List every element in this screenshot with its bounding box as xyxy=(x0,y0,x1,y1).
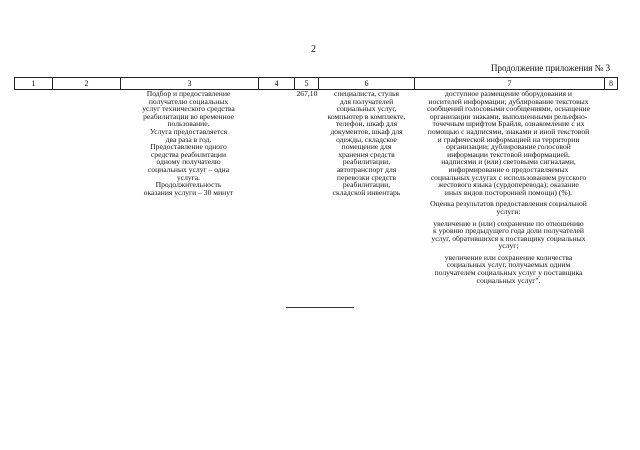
evaluation-item-share: увеличение и (или) сохранение по отношению к уровню предыдущего года доли получателей услуг, обратившихся к поставщику социальных услуг; xyxy=(431,218,586,251)
page-number: 2 xyxy=(311,44,316,55)
column-header-6: 6 xyxy=(319,78,415,90)
cell-service-description xyxy=(121,90,259,289)
column-header-5: 5 xyxy=(295,78,319,90)
column-header-3: 3 xyxy=(121,78,259,90)
equipment-text: специалиста, стулья для получателей социальных услуг, компьютер в комплекте, телефон, шкаф для документов, шкаф для одежды, складское помещение для хранения средств реабилитации, автотранспорт для перевозки средств реабилитации, складской инвентарь xyxy=(327,89,406,197)
table-row xyxy=(15,90,618,289)
evaluation-item-count: увеличение или сохранение количества социальных услуг, получаемых одним получателем социальных услуг у поставщика социальных услуг". xyxy=(434,252,583,285)
appendix-continuation-label: Продолжение приложения № 3 xyxy=(490,63,610,73)
column-header-2: 2 xyxy=(53,78,121,90)
services-table xyxy=(14,77,618,288)
cell-tariff xyxy=(295,90,319,289)
tariff-value: 267,10 xyxy=(296,89,318,98)
footnote-separator-line xyxy=(286,307,354,308)
cell-quality-indicators xyxy=(415,90,605,289)
accessibility-paragraph: доступное размещение оборудования и носителей информации; дублирование текстовых сообщений голосовыми сообщениями, оснащение организации знаками, выполненными рельефно- точечным шрифтом Брайля, ознакомление с их помощью с надписями, знаками и иной текстовой и графической информацией на территории организации; дублирование голосовой информации текстовой информацией, надписями и (или) световыми сигналами, информирование о предоставляемых социальных услугах с использованием русского жестового языка (сурдоперевода); оказание иных видов посторонней помощи) (%). xyxy=(427,89,590,197)
column-header-1: 1 xyxy=(15,78,53,90)
column-header-7: 7 xyxy=(415,78,605,90)
cell-col1 xyxy=(15,90,53,289)
cell-col2 xyxy=(53,90,121,289)
evaluation-heading: Оценка результатов предоставления социальной услуги: xyxy=(430,199,587,216)
cell-equipment xyxy=(319,90,415,289)
cell-col8 xyxy=(605,90,618,289)
column-header-8: 8 xyxy=(605,78,618,90)
column-header-4: 4 xyxy=(259,78,295,90)
cell-col4 xyxy=(259,90,295,289)
service-description-text: Подбор и предоставление получателю социальных услуг технического средства реабилитации во временное пользование. Услуга предоставляется два раза в год. Предоставление одного средства реабилитации одному получателю социальных услуг – одна услуга. Продолжительность оказания услуги – 30 минут xyxy=(142,89,235,197)
column-number-row xyxy=(15,78,618,90)
